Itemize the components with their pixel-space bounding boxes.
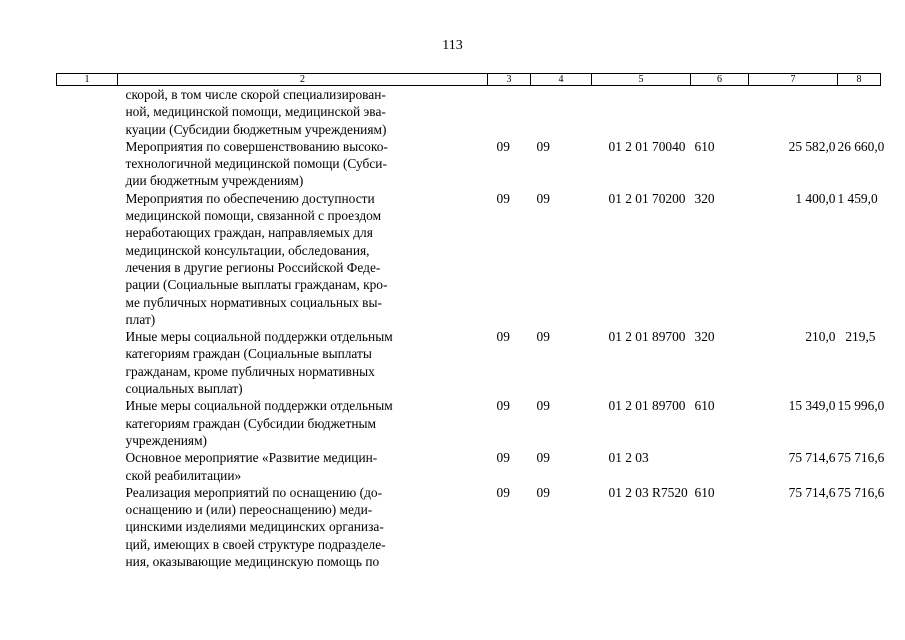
row-description-cell [118, 449, 488, 484]
description-line: неработающих граждан, направляемых для [125, 225, 373, 241]
description-line: категориям граждан (Субсидии бюджетным [125, 415, 376, 431]
section-code-cell: 09 [496, 190, 510, 206]
description-line: куации (Субсидии бюджетным учреждениям) [125, 121, 387, 137]
description-line: технологичной медицинской помощи (Субси- [125, 156, 387, 172]
description-line: медицинской помощи, связанной с проездом [125, 208, 382, 224]
table-row [57, 190, 881, 328]
amount-year-2-cell: 75 716,6 [837, 450, 885, 466]
row-code-cell [57, 397, 118, 449]
amount-year-2-cell: 26 660,0 [837, 138, 885, 154]
amount-year-1-cell: 210,0 [805, 329, 836, 345]
amount-year-2-cell: 15 996,0 [837, 398, 885, 414]
target-article-code-cell: 01 2 03 R7520 [608, 484, 688, 500]
description-line: ной, медицинской помощи, медицинской эва- [125, 104, 386, 120]
description-line: ской реабилитации» [125, 467, 242, 483]
description-line: Мероприятия по совершенствованию высоко- [125, 138, 388, 154]
column-number-3: 3 [488, 74, 531, 86]
description-line: цинскими изделиями медицинских организа- [125, 519, 384, 535]
description-line: Основное мероприятие «Развитие медицин- [125, 450, 378, 466]
amount-year-2-cell [838, 86, 881, 138]
target-article-code-cell: 01 2 01 70200 [608, 190, 686, 206]
description-line: рации (Социальные выплаты гражданам, кро- [125, 277, 388, 293]
amount-year-2-cell: 1 459,0 [837, 190, 878, 206]
expense-type-code-cell: 610 [694, 138, 715, 154]
section-code-cell: 09 [496, 484, 510, 500]
table-row [57, 397, 881, 449]
target-article-code-cell: 01 2 01 70040 [608, 138, 686, 154]
table-row [57, 138, 881, 190]
amount-year-1-cell [749, 86, 838, 138]
subsection-code-cell: 09 [536, 450, 550, 466]
column-number-8: 8 [838, 74, 881, 86]
description-line: учреждениям) [125, 432, 208, 448]
section-code-cell: 09 [496, 329, 510, 345]
expense-type-code-cell: 610 [694, 484, 715, 500]
description-line: скорой, в том числе скорой специализирован- [125, 87, 386, 102]
table-header-row [57, 74, 881, 86]
row-code-cell [57, 86, 118, 138]
amount-year-1-cell: 75 714,6 [788, 484, 836, 500]
table-row [57, 449, 881, 484]
description-line: гражданам, кроме публичных нормативных [125, 363, 375, 379]
description-line: категориям граждан (Социальные выплаты [125, 346, 372, 362]
column-number-2: 2 [118, 74, 488, 86]
description-line: лечения в другие регионы Российской Феде- [125, 259, 381, 275]
section-code-cell: 09 [496, 398, 510, 414]
column-number-6: 6 [691, 74, 749, 86]
description-line: медицинской консультации, обследования, [125, 242, 370, 258]
table-body [57, 86, 885, 571]
subsection-code-cell: 09 [536, 190, 550, 206]
description-line: ния, оказывающие медицинскую помощь по [125, 554, 380, 570]
row-description-cell [118, 86, 488, 138]
description-line: оснащению и (или) переоснащению) меди- [125, 502, 373, 518]
budget-table [56, 73, 885, 570]
description-line: Иные меры социальной поддержки отдельным [125, 329, 393, 345]
table-row [57, 328, 881, 397]
target-article-code-cell: 01 2 03 [608, 450, 649, 466]
expense-type-code-cell [691, 449, 749, 484]
target-article-code-cell: 01 2 01 89700 [608, 398, 686, 414]
row-code-cell [57, 328, 118, 397]
amount-year-1-cell: 25 582,0 [788, 138, 836, 154]
description-line: плат) [125, 311, 156, 327]
column-number-5: 5 [592, 74, 691, 86]
description-line: социальных выплат) [125, 381, 243, 397]
row-description-cell [118, 190, 488, 328]
subsection-code-cell: 09 [536, 484, 550, 500]
row-description-cell [118, 328, 488, 397]
section-code-cell: 09 [496, 450, 510, 466]
target-article-code-cell: 01 2 01 89700 [608, 329, 686, 345]
row-code-cell [57, 138, 118, 190]
description-line: Мероприятия по обеспечению доступности [125, 190, 375, 206]
amount-year-1-cell: 15 349,0 [788, 398, 836, 414]
table-row [57, 484, 881, 570]
row-code-cell [57, 449, 118, 484]
subsection-code-cell: 09 [536, 398, 550, 414]
description-line: ме публичных нормативных социальных вы- [125, 294, 382, 310]
row-description-cell [118, 397, 488, 449]
column-number-1: 1 [57, 74, 118, 86]
expense-type-code-cell [691, 86, 749, 138]
expense-type-code-cell: 610 [694, 398, 715, 414]
description-line: дии бюджетным учреждениям) [125, 173, 304, 189]
target-article-code-cell [592, 86, 691, 138]
description-line: Реализация мероприятий по оснащению (до- [125, 484, 383, 500]
subsection-code-cell: 09 [536, 138, 550, 154]
section-code-cell: 09 [496, 138, 510, 154]
column-number-4: 4 [531, 74, 592, 86]
row-code-cell [57, 484, 118, 570]
subsection-code-cell [531, 86, 592, 138]
amount-year-1-cell: 1 400,0 [795, 190, 836, 206]
amount-year-2-cell: 75 716,6 [837, 484, 885, 500]
page-number: 113 [442, 38, 463, 53]
amount-year-2-cell: 219,5 [845, 329, 876, 345]
expense-type-code-cell: 320 [694, 329, 715, 345]
subsection-code-cell: 09 [536, 329, 550, 345]
column-number-7: 7 [749, 74, 838, 86]
amount-year-1-cell: 75 714,6 [788, 450, 836, 466]
section-code-cell [488, 86, 531, 138]
row-description-cell [118, 484, 488, 570]
description-line: Иные меры социальной поддержки отдельным [125, 398, 393, 414]
row-code-cell [57, 190, 118, 328]
row-description-cell [118, 138, 488, 190]
table-row [57, 86, 881, 138]
expense-type-code-cell: 320 [694, 190, 715, 206]
description-line: ций, имеющих в своей структуре подразделе- [125, 536, 386, 552]
